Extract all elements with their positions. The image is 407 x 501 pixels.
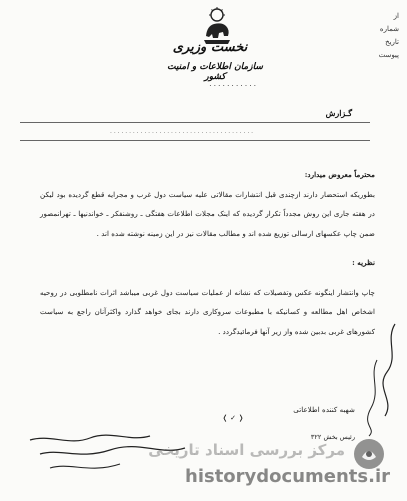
meta-number-label: شماره xyxy=(379,25,399,33)
meta-date-label: تاریخ xyxy=(385,38,399,46)
cc-line: رئیس بخش ۳۲۲ xyxy=(310,433,355,441)
letterhead-subtitle: سازمان اطلاعات و امنیت کشور xyxy=(167,62,263,82)
subject-dotted-line: . . . . . . . . . . . . . . . . . . . . . . . . . . . . . . . . . . . . . . xyxy=(110,128,254,135)
watermark-url: historydocuments.ir xyxy=(185,466,390,487)
margin-handwriting xyxy=(355,320,403,440)
document-body xyxy=(40,165,375,341)
signature-mark: ❬ ✓ ❭ xyxy=(222,414,245,422)
salutation: محترماً معروض میدارد: xyxy=(304,170,375,179)
subject-divider xyxy=(20,140,370,141)
meta-attachment-label: پیوست xyxy=(378,51,399,59)
letterhead-title: نخست وزیری xyxy=(172,40,248,55)
watermark-text: مرکز بررسی اسناد تاریخی xyxy=(148,441,345,459)
body-paragraph-1: بطوریکه استحضار دارند ازچندی قبل انتشارات مقالاتی علیه سیاست دول غرب و مجرایه قطع گردیده بود لیکن در هفته جاری این روش مجدداً تکرار گردیده که اینک مجلات اطلاعات هفتگی ـ روشنفکر ـ خواندنیها ـ تهرانمصور ضمن چاپ عکسهای ارسالی توزیع شده اند و مطالب مقالات نیز در این زمینه نوشته شده اند . xyxy=(40,189,375,238)
signature-line: شهبه کننده اطلاعاتی xyxy=(293,405,355,414)
report-heading: گـزارش xyxy=(325,108,352,118)
body-paragraph-2: چاپ وانتشار اینگونه عکس وتفصیلات که نشانه از عملیات سیاست دول غربی میباشد اثرات نامطلوبی در روحیه اشخاص اهل مطالعه و کسانیکه با مطبوعات سروکاری دارند بجای خواهد گذارد واکثرآنان راجع به سیاست کشورهای غربی بدبین شده واز زیر آنها فرمائیدگردد . xyxy=(40,287,375,336)
reference-number-dots: . . . . . . . . . . . xyxy=(209,80,256,88)
opinion-heading: نظریه : xyxy=(352,258,375,267)
document-meta-labels xyxy=(339,10,399,62)
meta-from-label: از xyxy=(393,12,399,20)
header-divider xyxy=(20,122,370,123)
